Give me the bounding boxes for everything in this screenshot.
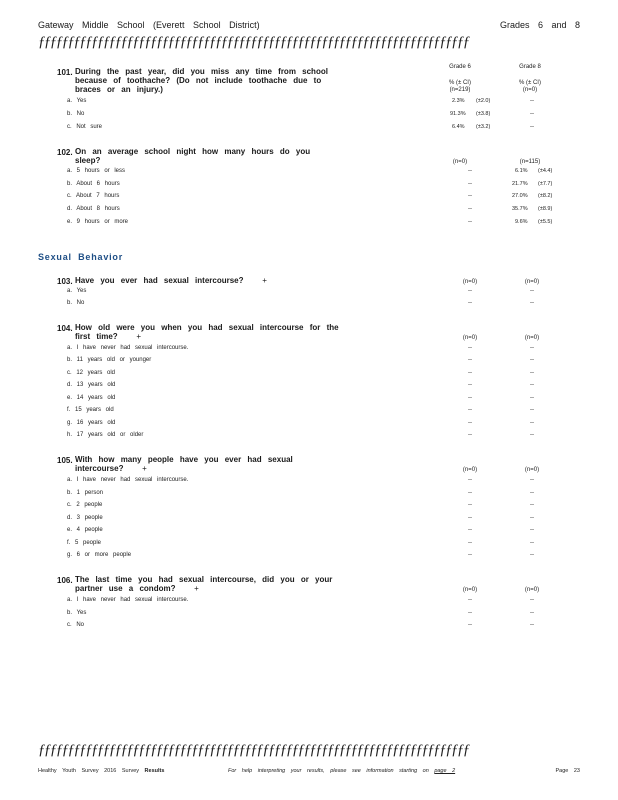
q101-c-ci6: (±3.2) (476, 124, 491, 130)
section-title-sexual-behavior: Sexual Behavior (38, 252, 124, 262)
q101-n8: (n=0) (522, 87, 538, 93)
q106-option-c: c. No (67, 622, 85, 628)
grade8-header: Grade 8 (519, 64, 541, 70)
q104-n6: (n=0) (462, 335, 478, 341)
q104-option-a: a. I have never had sexual intercourse. (67, 345, 189, 351)
q104-number: 104. (57, 324, 73, 333)
q104-g-value6: -- (468, 420, 472, 426)
q105-a-value8: -- (530, 477, 534, 483)
q101-n6: (n=219) (449, 87, 471, 93)
q101-option-c: c. Not sure (67, 124, 103, 130)
q106-c-value8: -- (530, 622, 534, 628)
q102-a-value6: -- (468, 168, 472, 174)
q101-a-ci6: (±2.0) (476, 98, 491, 104)
q103-option-a: a. Yes (67, 288, 87, 294)
q104-mark: + (136, 331, 142, 341)
q101-b-ci6: (±3.8) (476, 111, 491, 117)
q106-text: The last time you had sexual intercourse, did you or your partner use a condom? + (75, 575, 333, 593)
q105-option-d: d. 3 people (67, 515, 103, 521)
q104-c-value6: -- (468, 370, 472, 376)
q101-c-value8: -- (530, 124, 534, 130)
q102-e-value8: 9.6% (515, 219, 528, 225)
q102-e-value6: -- (468, 219, 472, 225)
footer-page-number: Page 23 (555, 768, 580, 774)
q103-b-value8: -- (530, 300, 534, 306)
footer-rule: ƒƒƒƒƒƒƒƒƒƒƒƒƒƒƒƒƒƒƒƒƒƒƒƒƒƒƒƒƒƒƒƒƒƒƒƒƒƒƒƒƒƒƒƒƒƒƒƒƒƒƒƒƒƒƒƒƒƒƒƒƒƒƒƒƒƒƒƒƒƒƒƒƒ (38, 742, 469, 758)
q106-a-value6: -- (468, 597, 472, 603)
q105-c-value6: -- (468, 502, 472, 508)
q104-n8: (n=0) (524, 335, 540, 341)
q103-b-value6: -- (468, 300, 472, 306)
grade6-header: Grade 6 (449, 64, 471, 70)
footer-survey-title: Healthy Youth Survey 2016 Survey Results (38, 768, 165, 774)
q102-n8: (n=115) (519, 159, 541, 165)
q101-option-b: b. No (67, 111, 85, 117)
q105-option-f: f. 5 people (67, 540, 102, 546)
q105-c-value8: -- (530, 502, 534, 508)
q104-option-f: f. 15 years old (67, 407, 114, 413)
q104-c-value8: -- (530, 370, 534, 376)
q102-c-value8: 27.0% (512, 193, 528, 199)
q104-option-e: e. 14 years old (67, 395, 116, 401)
q104-option-h: h. 17 years old or older (67, 432, 144, 438)
q104-f-value6: -- (468, 407, 472, 413)
q105-g-value6: -- (468, 552, 472, 558)
q104-a-value6: -- (468, 345, 472, 351)
q104-option-c: c. 12 years old (67, 370, 116, 376)
q103-a-value8: -- (530, 288, 534, 294)
q105-n6: (n=0) (462, 467, 478, 473)
q103-option-b: b. No (67, 300, 85, 306)
q105-e-value8: -- (530, 527, 534, 533)
q102-number: 102. (57, 148, 73, 157)
q101-b-value8: -- (530, 111, 534, 117)
q106-n8: (n=0) (524, 587, 540, 593)
q102-d-ci8: (±8.9) (538, 206, 553, 212)
q105-option-b: b. 1 person (67, 490, 104, 496)
q105-text: With how many people have you ever had sexual intercourse? + (75, 455, 293, 473)
q106-mark: + (194, 583, 199, 593)
q102-c-value6: -- (468, 193, 472, 199)
q104-f-value8: -- (530, 407, 534, 413)
header-grades: Grades 6 and 8 (499, 20, 580, 30)
q105-option-e: e. 4 people (67, 527, 103, 533)
q101-a-value6: 2.3% (452, 98, 465, 104)
q105-f-value8: -- (530, 540, 534, 546)
q103-n8: (n=0) (524, 279, 540, 285)
q104-g-value8: -- (530, 420, 534, 426)
q104-e-value6: -- (468, 395, 472, 401)
q101-b-value6: 91.3% (450, 111, 466, 117)
q102-option-a: a. 5 hours or less (67, 168, 126, 174)
q103-text: Have you ever had sexual intercourse? + (75, 276, 267, 285)
q102-option-c: c. About 7 hours (67, 193, 120, 199)
q105-a-value6: -- (468, 477, 472, 483)
q102-text: On an average school night how many hours do you sleep? (75, 147, 311, 165)
grade8-pct-header: % (± CI) (519, 80, 541, 86)
q104-a-value8: -- (530, 345, 534, 351)
q105-d-value6: -- (468, 515, 472, 521)
q105-e-value6: -- (468, 527, 472, 533)
grade6-pct-header: % (± CI) (449, 80, 471, 86)
q105-mark: + (142, 463, 147, 473)
header-school: Gateway Middle School (Everett School District) (38, 20, 260, 30)
q102-a-ci8: (±4.4) (538, 168, 553, 174)
q104-option-d: d. 13 years old (67, 382, 116, 388)
q105-b-value6: -- (468, 490, 472, 496)
q103-mark: + (262, 276, 267, 285)
q104-b-value6: -- (468, 357, 472, 363)
q102-c-ci8: (±8.2) (538, 193, 553, 199)
q106-a-value8: -- (530, 597, 534, 603)
footer-page-link[interactable]: page 2 (434, 768, 456, 774)
q103-n6: (n=0) (462, 279, 478, 285)
q105-number: 105. (57, 456, 73, 465)
q102-a-value8: 6.1% (515, 168, 528, 174)
q106-n6: (n=0) (462, 587, 478, 593)
q104-text: How old were you when you had sexual intercourse for the first time? + (75, 323, 339, 341)
q102-b-ci8: (±7.7) (538, 181, 553, 187)
q105-g-value8: -- (530, 552, 534, 558)
q102-e-ci8: (±5.5) (538, 219, 553, 225)
q105-b-value8: -- (530, 490, 534, 496)
q102-option-d: d. About 8 hours (67, 206, 120, 212)
q104-option-g: g. 16 years old (67, 420, 116, 426)
q104-d-value8: -- (530, 382, 534, 388)
q106-number: 106. (57, 576, 73, 585)
q102-d-value8: 35.7% (512, 206, 528, 212)
q101-c-value6: 6.4% (452, 124, 465, 130)
q103-a-value6: -- (468, 288, 472, 294)
q106-option-a: a. I have never had sexual intercourse. (67, 597, 189, 603)
q105-n8: (n=0) (524, 467, 540, 473)
q105-d-value8: -- (530, 515, 534, 521)
q105-option-a: a. I have never had sexual intercourse. (67, 477, 189, 483)
q102-b-value8: 21.7% (512, 181, 528, 187)
q101-a-value8: -- (530, 98, 534, 104)
header-rule: ƒƒƒƒƒƒƒƒƒƒƒƒƒƒƒƒƒƒƒƒƒƒƒƒƒƒƒƒƒƒƒƒƒƒƒƒƒƒƒƒƒƒƒƒƒƒƒƒƒƒƒƒƒƒƒƒƒƒƒƒƒƒƒƒƒƒƒƒƒƒƒƒƒ (38, 34, 469, 50)
q105-f-value6: -- (468, 540, 472, 546)
q104-d-value6: -- (468, 382, 472, 388)
q104-option-b: b. 11 years old or younger (67, 357, 152, 363)
q105-option-c: c. 2 people (67, 502, 103, 508)
q106-c-value6: -- (468, 622, 472, 628)
q105-option-g: g. 6 or more people (67, 552, 132, 558)
q102-option-e: e. 9 hours or more (67, 219, 129, 225)
q103-number: 103. (57, 277, 73, 286)
q102-n6: (n=0) (452, 159, 468, 165)
q106-b-value6: -- (468, 610, 472, 616)
q102-option-b: b. About 6 hours (67, 181, 120, 187)
footer-help-text: For help interpreting your results, please see information starting on page 2 (228, 768, 456, 774)
q106-option-b: b. Yes (67, 610, 87, 616)
q102-d-value6: -- (468, 206, 472, 212)
q104-b-value8: -- (530, 357, 534, 363)
q101-text: During the past year, did you miss any time from school because of toothache? (Do not include toothache due to braces or an injury.) (75, 67, 328, 94)
q101-option-a: a. Yes (67, 98, 87, 104)
q104-e-value8: -- (530, 395, 534, 401)
q101-number: 101. (57, 68, 73, 77)
q106-b-value8: -- (530, 610, 534, 616)
q104-h-value8: -- (530, 432, 534, 438)
q102-b-value6: -- (468, 181, 472, 187)
q104-h-value6: -- (468, 432, 472, 438)
